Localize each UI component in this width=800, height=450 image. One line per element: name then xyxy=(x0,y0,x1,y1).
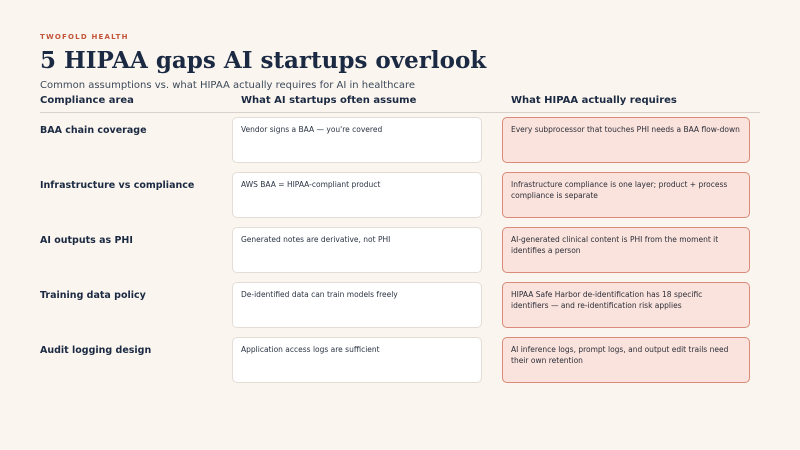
row-label: Audit logging design xyxy=(40,345,152,356)
table-row xyxy=(0,337,800,383)
row-label: AI outputs as PHI xyxy=(40,235,133,246)
requirement-card: HIPAA Safe Harbor de-identification has 18 specific identifiers — and re-identification risk applies xyxy=(502,282,750,328)
requirement-card: AI-generated clinical content is PHI from the moment it identifies a person xyxy=(502,227,750,273)
column-header-require: What HIPAA actually requires xyxy=(511,95,677,106)
table-row xyxy=(0,282,800,328)
assumption-card: Vendor signs a BAA — you're covered xyxy=(232,117,482,163)
header-divider xyxy=(40,112,760,113)
requirement-card: Infrastructure compliance is one layer; product + process compliance is separate xyxy=(502,172,750,218)
assumption-card: De-identified data can train models freely xyxy=(232,282,482,328)
table-row xyxy=(0,227,800,273)
column-header-area: Compliance area xyxy=(40,95,134,106)
requirement-card: Every subprocessor that touches PHI needs a BAA flow-down xyxy=(502,117,750,163)
assumption-card: Application access logs are sufficient xyxy=(232,337,482,383)
page-title: 5 HIPAA gaps AI startups overlook xyxy=(40,47,487,74)
requirement-card: AI inference logs, prompt logs, and output edit trails need their own retention xyxy=(502,337,750,383)
table-row xyxy=(0,117,800,163)
assumption-card: AWS BAA = HIPAA-compliant product xyxy=(232,172,482,218)
table-row xyxy=(0,172,800,218)
eyebrow-label: TWOFOLD HEALTH xyxy=(40,33,129,41)
assumption-card: Generated notes are derivative, not PHI xyxy=(232,227,482,273)
row-label: Infrastructure vs compliance xyxy=(40,180,195,191)
row-label: BAA chain coverage xyxy=(40,125,147,136)
row-label: Training data policy xyxy=(40,290,146,301)
page-subtitle: Common assumptions vs. what HIPAA actually requires for AI in healthcare xyxy=(40,80,416,91)
column-header-assume: What AI startups often assume xyxy=(241,95,417,106)
